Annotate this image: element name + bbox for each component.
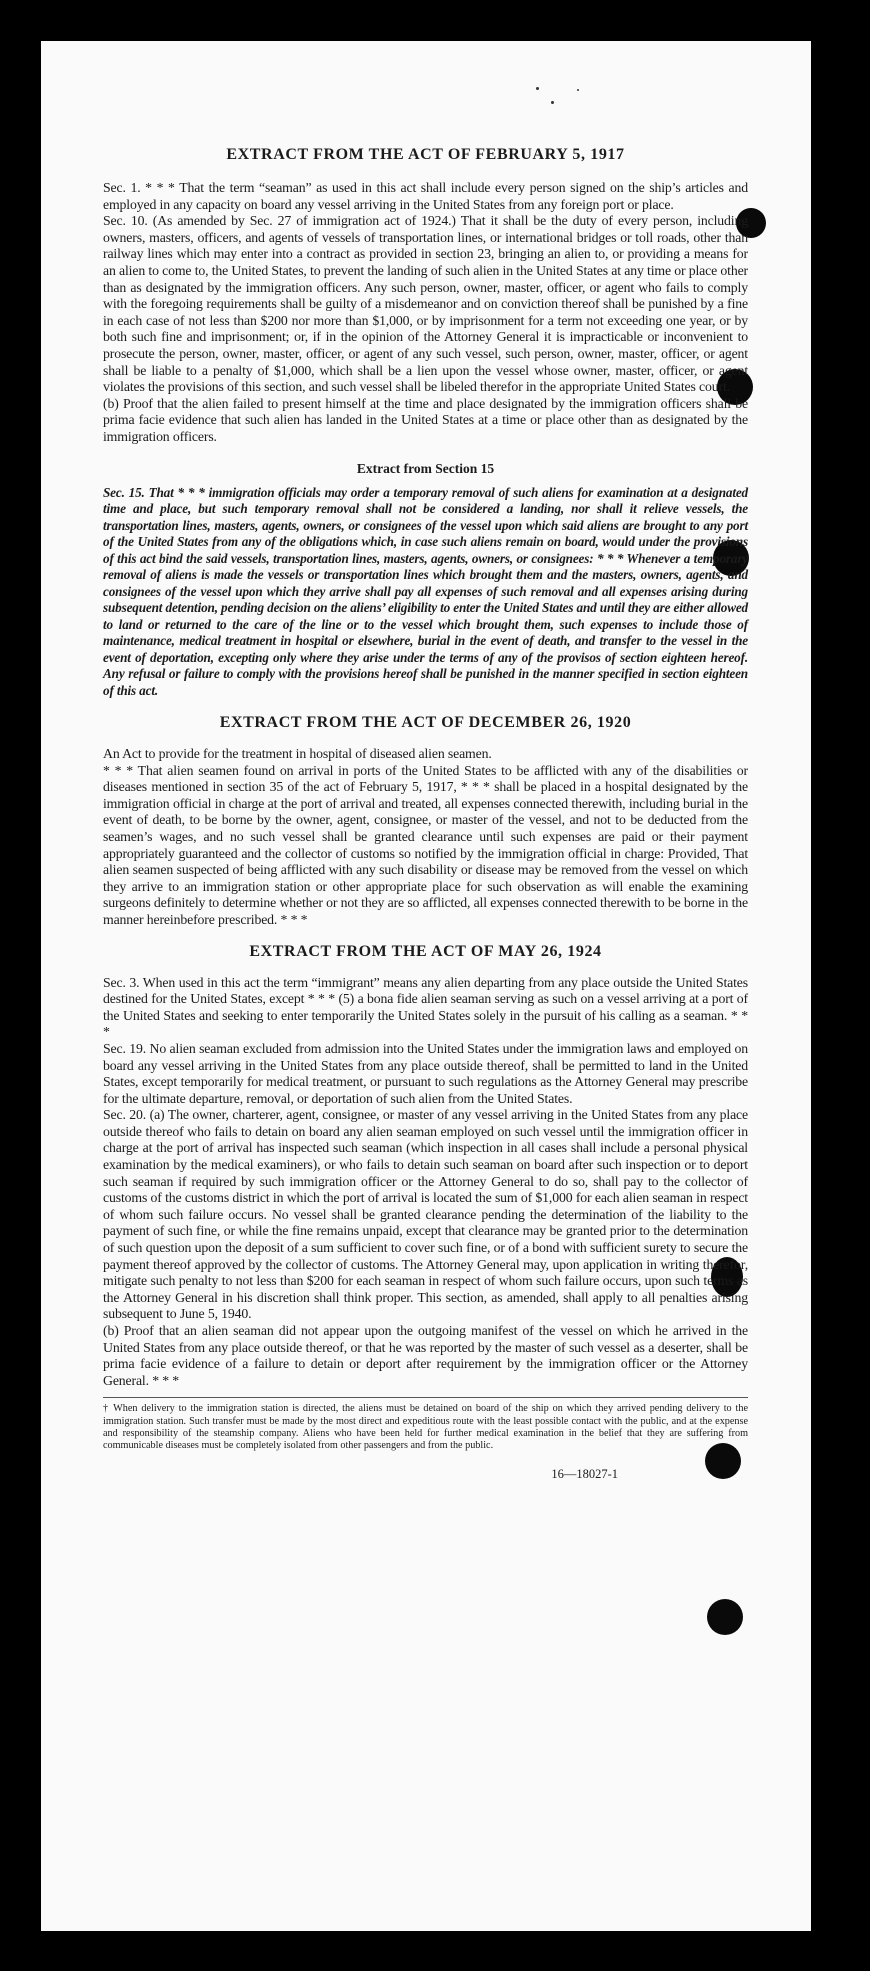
- print-code: 16—18027-1: [551, 1466, 618, 1481]
- paragraph: Sec. 3. When used in this act the term “immigrant” means any alien departing from any place outside the United States destined for the United States, except * * * (5) a bona fide alien seaman serving as such on a vessel arriving at a port of the United States and seeking to enter temporarily the United States solely in the pursuit of his calling as a seaman. * * *: [103, 974, 748, 1040]
- paragraph: (b) Proof that the alien failed to present himself at the time and place designated by the immigration officers shall be prima facie evidence that such alien has landed in the United States at a time or place other than as designated by the immigration officers.: [103, 395, 748, 444]
- hole-punch-mark: [707, 1599, 743, 1635]
- section-heading: EXTRACT FROM THE ACT OF MAY 26, 1924: [249, 942, 602, 960]
- paragraph: Sec. 19. No alien seaman excluded from admission into the United States under the immigration laws and employed on board any vessel arriving in the United States from any place outside thereof, shall be permitted to land in the United States, except temporarily for medical treatment, or pursuant to such regulations as the Attorney General may prescribe for the ultimate departure, removal, or deportation of such alien from the United States.: [103, 1040, 748, 1106]
- paragraph: Sec. 10. (As amended by Sec. 27 of immigration act of 1924.) That it shall be the duty of every person, including owners, masters, officers, and agents of vessels of transportation lines, or international bridges or toll roads, other than railway lines which may enter into a contract as provided in section 23, bringing an alien to, or providing a means for an alien to come to, the United States, to prevent the landing of such alien in the United States at any time or place other than as designated by the immigration officers. Any such person, owner, master, officer, or agent who fails to comply with the foregoing requirements shall be guilty of a misdemeanor and on conviction thereof shall be punished by a fine in each case of not less than $200 nor more than $1,000, or by imprisonment for a term not exceeding one year, or by both such fine and imprisonment; or, if in the opinion of the Attorney General it is impracticable or inconvenient to prosecute the person, owner, master, officer, or agent of any such vessel, such person, owner, master, officer, or agent shall be liable to a penalty of $1,000, which shall be a lien upon the vessel whose owner, master, officer, or agent violates the provisions of this section, and such vessel shall be libeled therefor in the appropriate United States court.: [103, 213, 748, 395]
- paragraph: * * * That alien seamen found on arrival in ports of the United States to be afflicted with any of the disabilities or diseases mentioned in section 35 of the act of February 5, 1917, * * * shall be placed in a hospital designated by the immigration official in charge at the port of arrival and treated, all expenses connected therewith, including burial in the event of death, to be borne by the owner, agent, consignee, or master of the vessel, and not to be deducted from the seamen’s wages, and no such vessel shall be granted clearance until such expenses are paid or their payment appropriately guaranteed and the collector of customs so notified by the immigration official in charge: Provided, That alien seamen suspected of being afflicted with any such disability or disease may be removed from the vessel on which they arrive to an immigration station or other appropriate place for such observation as will enable the examining surgeons definitely to determine whether or not they are so afflicted, all expenses connected therewith to be borne in the manner hereinbefore prescribed. * * *: [103, 762, 748, 927]
- paragraph: (b) Proof that an alien seaman did not appear upon the outgoing manifest of the vessel on which he arrived in the United States from any place outside thereof, or that he was reported by the master of such vessel as a deserter, shall be prima facie evidence of a failure to detain or deport after requirement by the immigration officer or the Attorney General. * * *: [103, 1323, 748, 1388]
- section-heading: EXTRACT FROM THE ACT OF DECEMBER 26, 1920: [219, 714, 632, 731]
- paragraph: An Act to provide for the treatment in hospital of diseased alien seamen.: [103, 746, 492, 761]
- paragraph: Sec. 20. (a) The owner, charterer, agent, consignee, or master of any vessel arriving in the United States from any place outside thereof who fails to detain on board any alien seaman employed on such vessel until the immigration officer in charge at the port of arrival has inspected such seaman (which inspection in all cases shall include a personal physical examination by the medical examiners), or who fails to detain such seaman on board after such inspection or to deport such seaman if required by such immigration officer or the Attorney General to do so, shall pay to the collector of customs of the customs district in which the port of arrival is located the sum of $1,000 for each alien seaman in respect of whom such failure occurs. No vessel shall be granted clearance pending the determination of the liability to the payment of such fine, or while the fine remains unpaid, except that clearance may be granted prior to the determination of such question upon the deposit of a sum sufficient to cover such fine, or of a bond with sufficient surety to secure the payment thereof approved by the collector of customs. The Attorney General may, upon application in writing therefor, mitigate such penalty to not less than $200 for each seaman in respect of whom such failure occurs, upon such terms as the Attorney General in his discretion shall think proper. This section, as amended, shall apply to all penalties arising subsequent to June 5, 1940.: [103, 1107, 748, 1322]
- section-heading: EXTRACT FROM THE ACT OF FEBRUARY 5, 1917: [226, 146, 625, 163]
- paragraph: Sec. 1. * * * That the term “seaman” as used in this act shall include every person signed on the ship’s articles and employed in any capacity on board any vessel arriving in the United States from any foreign port or place.: [103, 180, 748, 212]
- document-body: [103, 41, 748, 1483]
- footnote: † When delivery to the immigration station is directed, the aliens must be detained on board of the ship on which they arrived pending delivery to the immigration station. Such transfer must be made by the most direct and expeditious route with the least possible contact with the public, and at the expense and responsibility of the steamship company. Aliens who have been held for further medical examination in the belief that they are suffering from communicable diseases must be completely isolated from other passengers and from the public.: [103, 1403, 748, 1452]
- paragraph: Sec. 15. That * * * immigration officials may order a temporary removal of such aliens for examination at a designated time and place, but such temporary removal shall not be considered a landing, nor shall it relieve vessels, the transportation lines, masters, agents, owners, or consignees of the vessel upon which said aliens are brought to any port of the United States from any of the obligations which, in case such aliens remain on board, would under the provisions of this act bind the said vessels, transportation lines, masters, agents, owners, or consignees: * * * Whenever a temporary removal of aliens is made the vessels or transportation lines which brought them and the masters, owners, agents, and consignees of the vessel upon which they arrive shall pay all expenses of such removal and all expenses arising during subsequent detention, pending decision on the aliens’ eligibility to enter the United States and until they are either allowed to land or returned to the care of the line or to the vessel which brought them, such expenses to include those of maintenance, medical treatment in hospital or elsewhere, burial in the event of death, and transfer to the vessel in the event of deportation, excepting only where they arise under the terms of any of the provisos of section eighteen hereof. Any refusal or failure to comply with the provisions hereof shall be punished in the manner specified in section eighteen of this act.: [103, 484, 748, 698]
- section-subheading: Extract from Section 15: [356, 460, 495, 476]
- document-page: [41, 41, 811, 1931]
